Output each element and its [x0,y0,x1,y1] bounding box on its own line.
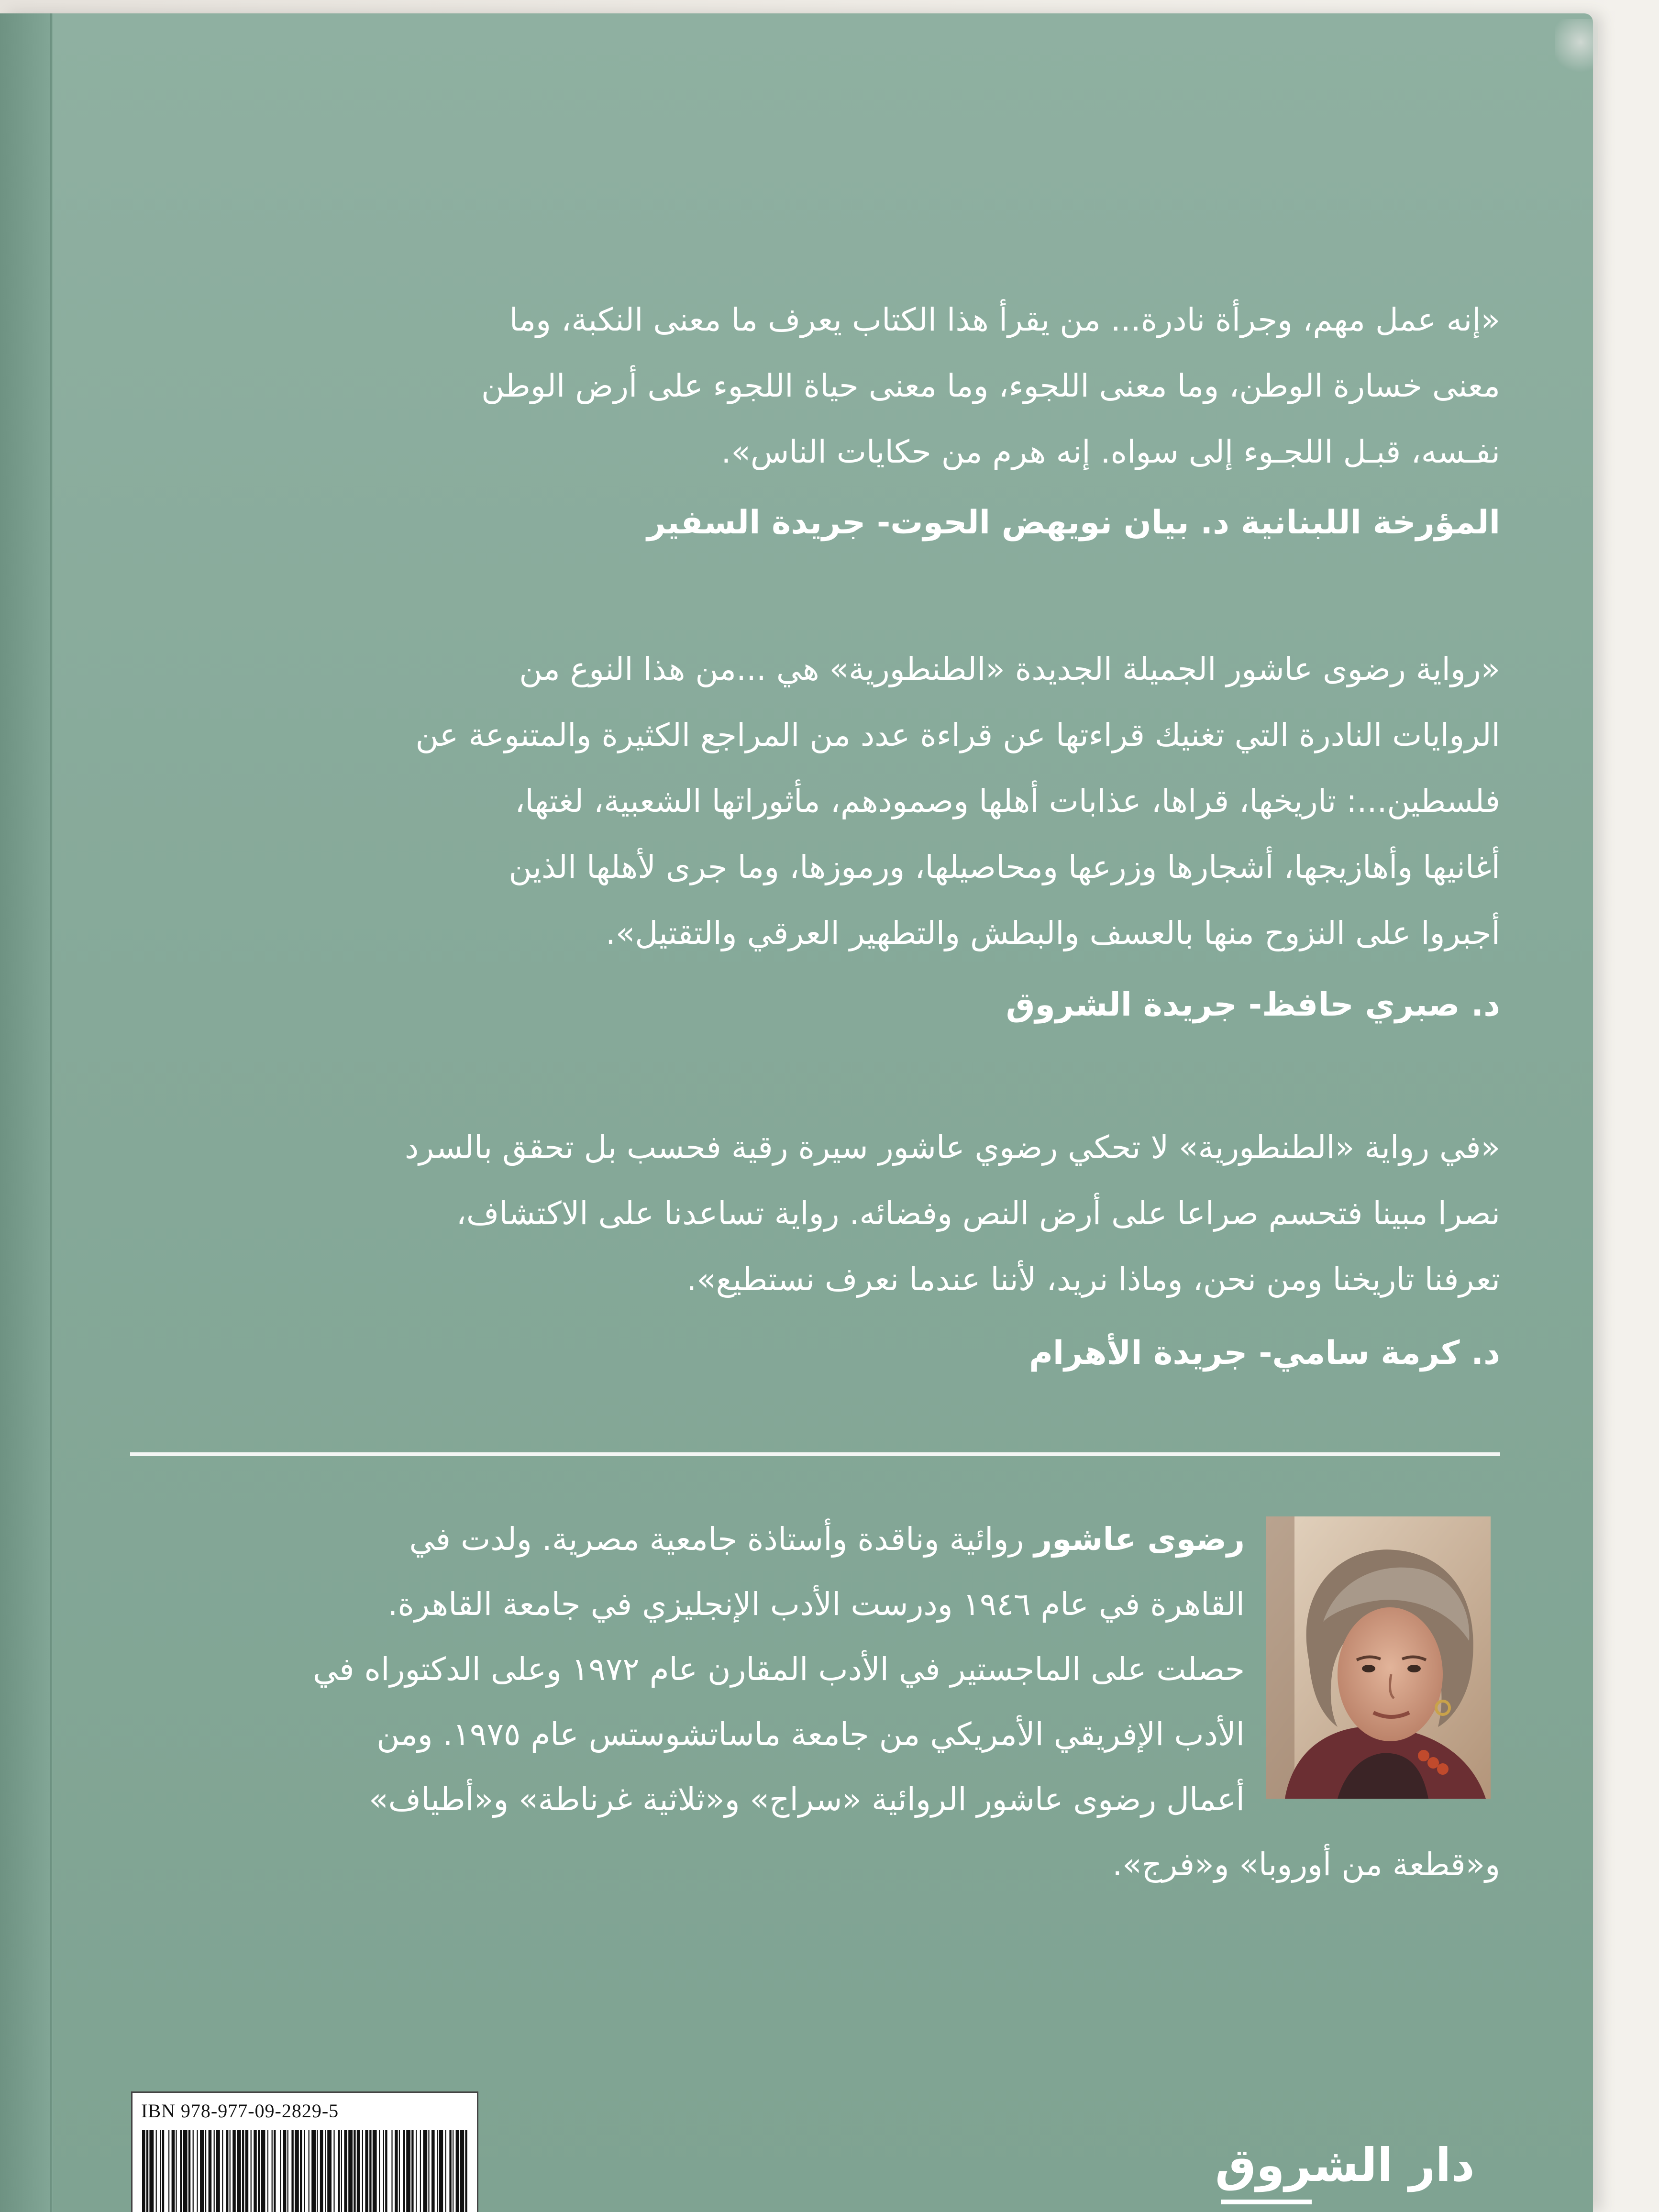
bio-line-3: حصلت على الماجستير في الأدب المقارن عام ١٩٧٢ وعلى الدكتوراه في [312,1651,1245,1688]
barcode-bars [140,2130,470,2212]
barcode-bar [251,2130,252,2212]
quote-3-attribution: د. كرمة سامي- جريدة الأهرام [1029,1334,1500,1372]
quote-3-line-3: تعرفنا تاريخنا ومن نحن، وماذا نريد، لأننا عندما نعرف نستطيع». [686,1261,1500,1298]
barcode-bar [362,2130,363,2212]
isbn-barcode [131,2091,478,2212]
barcode-bar [304,2130,305,2212]
barcode-bar [160,2130,161,2212]
barcode-bar [245,2130,249,2212]
section-divider [130,1452,1500,1456]
barcode-bar [338,2130,340,2212]
barcode-bar [311,2130,316,2212]
quote-1-line-3: نفـسه، قبـل اللجـوء إلى سواه. إنه هرم من حكايات الناس». [721,433,1500,470]
quote-1-line-1: «إنه عمل مهم، وجرأة نادرة... من يقرأ هذا الكتاب يعرف ما معنى النكبة، وما [509,301,1500,338]
barcode-bar [232,2130,236,2212]
barcode-bar [354,2130,355,2212]
barcode-bar [267,2130,268,2212]
barcode-bar [205,2130,206,2212]
barcode-bar [365,2130,368,2212]
barcode-bar [373,2130,377,2212]
barcode-bar [456,2130,459,2212]
barcode-bar [200,2130,204,2212]
isbn-number: IBN 978-977-09-2829-5 [141,2100,339,2122]
barcode-bar [254,2130,257,2212]
author-portrait-illustration [1266,1516,1491,1799]
quote-3-line-2: نصرا مبينا فتحسم صراعا على أرض النص وفضائه. رواية تساعدنا على الاكتشاف، [456,1195,1500,1232]
barcode-bar [379,2130,380,2212]
barcode-bar [309,2130,310,2212]
barcode-bar [327,2130,332,2212]
quote-2-line-5: أجبروا على النزوح منها بالعسف والبطش والتطهير العرقي والتقتيل». [605,915,1500,951]
barcode-bar [226,2130,228,2212]
barcode-bar [348,2130,353,2212]
barcode-bar [341,2130,342,2212]
bio-line-1-rest: روائية وناقدة وأستاذة جامعية مصرية. ولدت في [409,1521,1034,1558]
author-bio [130,1507,1245,1832]
barcode-bar [222,2130,223,2212]
barcode-bar [176,2130,177,2212]
barcode-bar [437,2130,438,2212]
cover-wear-mark [1555,19,1598,77]
barcode-bar [197,2130,198,2212]
bio-line-1 [130,1507,1245,1572]
barcode-bar [193,2130,194,2212]
review-quote-3 [130,1115,1500,1380]
review-quote-1 [130,287,1500,549]
barcode-bar [403,2130,405,2212]
barcode-bar [258,2130,260,2212]
barcode-bar [188,2130,190,2212]
barcode-bar [180,2130,182,2212]
barcode-bar [445,2130,446,2212]
barcode-bar [333,2130,334,2212]
barcode-bar [295,2130,299,2212]
barcode-bar [465,2130,467,2212]
barcode-bar [242,2130,244,2212]
barcode-bar [156,2130,157,2212]
barcode-bar [283,2130,287,2212]
barcode-bar [439,2130,443,2212]
quote-2-line-1: «رواية رضوى عاشور الجميلة الجديدة «الطنطورية» هي ...من هذا النوع من [519,651,1500,687]
quote-3-line-1: «في رواية «الطنطورية» لا تحكي رضوي عاشور سيرة رقية فحسب بل تحقق بالسرد [405,1129,1500,1166]
barcode-bar [216,2130,220,2212]
publisher-logo: دار الشروق [1215,2138,1475,2192]
barcode-bar [214,2130,215,2212]
book-spine [0,13,53,2212]
barcode-bar [149,2130,154,2212]
barcode-bar [280,2130,281,2212]
barcode-bar [399,2130,400,2212]
barcode-bar [237,2130,241,2212]
barcode-bar [411,2130,413,2212]
barcode-bar [416,2130,417,2212]
barcode-bar [272,2130,273,2212]
barcode-bar [291,2130,293,2212]
author-name: رضوى عاشور [1034,1521,1245,1558]
barcode-bar [300,2130,302,2212]
spine-fold-line [50,13,52,2212]
barcode-bar [317,2130,318,2212]
quote-1-line-2: معنى خسارة الوطن، وما معنى اللجوء، وما معنى حياة اللجوء على أرض الوطن [481,367,1500,404]
barcode-bar [385,2130,387,2212]
barcode-bar [168,2130,169,2212]
barcode-bar [431,2130,435,2212]
bio-line-6: و«قطعة من أوروبا» و«فرج». [1112,1846,1500,1883]
quote-2-line-3: فلسطين...: تاريخها، قراها، عذابات أهلها وصمودهم، مأثوراتها الشعبية، لغتها، [515,783,1500,819]
barcode-bar [162,2130,164,2212]
barcode-bar [391,2130,392,2212]
barcode-bar [369,2130,371,2212]
publisher-logo-underline [1221,2200,1312,2204]
barcode-bar [449,2130,451,2212]
barcode-bar [344,2130,347,2212]
quote-2-line-2: الروايات النادرة التي تغنيك قراءتها عن قراءة عدد من المراجع الكثيرة والمتنوعة عن [415,717,1500,753]
quote-1-attribution: المؤرخة اللبنانية د. بيان نويهض الحوت- جريدة السفير [647,504,1500,542]
barcode-bar [423,2130,427,2212]
barcode-bar [383,2130,384,2212]
bio-line-5: أعمال رضوى عاشور الروائية «سراج» و«ثلاثية غرناطة» و«أطياف» [369,1781,1245,1818]
barcode-bar [420,2130,421,2212]
barcode-bar [209,2130,212,2212]
barcode-bar [142,2130,145,2212]
author-photo [1266,1516,1491,1799]
barcode-bar [460,2130,464,2212]
barcode-bar [357,2130,360,2212]
barcode-bar [325,2130,326,2212]
barcode-bar [230,2130,231,2212]
quote-2-line-4: أغانيها وأهازيجها، أشجارها وزرعها ومحاصيلها، ورموزها، وما جرى لأهلها الذين [509,849,1500,885]
barcode-bar [428,2130,429,2212]
barcode-bar [261,2130,265,2212]
barcode-bar [406,2130,410,2212]
bio-line-2: القاهرة في عام ١٩٤٦ ودرست الأدب الإنجليزي في جامعة القاهرة. [387,1586,1245,1623]
barcode-bar [395,2130,398,2212]
bio-line-4: الأدب الإفريقي الأمريكي من جامعة ماساتشوستس عام ١٩٧٥. ومن [376,1716,1245,1753]
review-quote-2 [130,636,1500,1031]
barcode-bar [146,2130,148,2212]
barcode-bar [274,2130,276,2212]
quote-2-attribution: د. صبري حافظ- جريدة الشروق [1006,986,1500,1024]
barcode-bar [183,2130,188,2212]
barcode-bar [172,2130,175,2212]
barcode-bar [320,2130,323,2212]
